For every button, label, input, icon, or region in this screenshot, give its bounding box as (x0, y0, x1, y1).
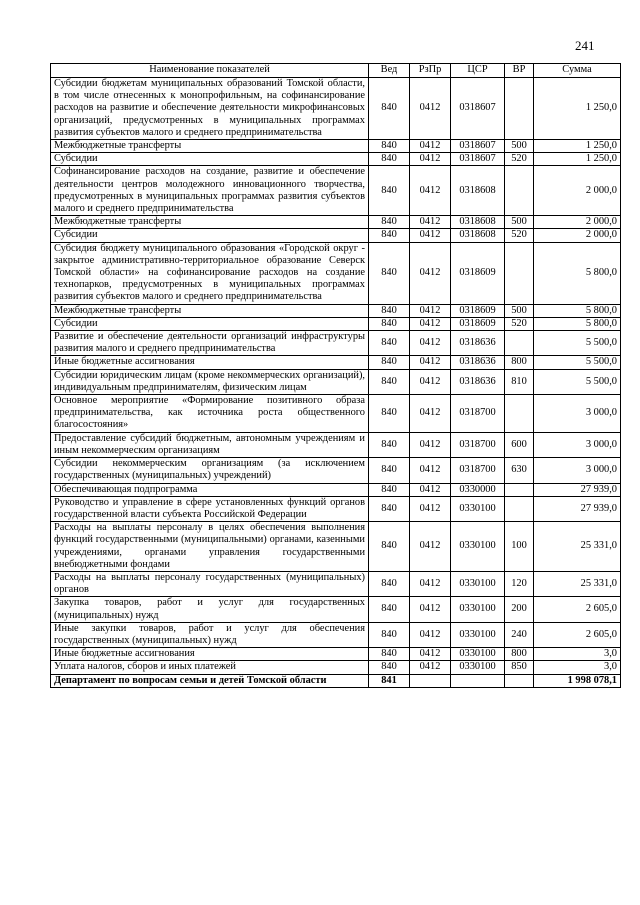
row-csr: 0318700 (451, 395, 505, 433)
row-name: Межбюджетные трансферты (51, 216, 369, 229)
row-ved: 840 (369, 483, 410, 496)
row-sum: 3 000,0 (534, 395, 621, 433)
row-name: Основное мероприятие «Формирование позитивного образа предпринимательства, как источника роста общественного благосостояния» (51, 395, 369, 433)
row-sum: 3,0 (534, 648, 621, 661)
row-sum: 2 000,0 (534, 229, 621, 242)
table-row (51, 674, 621, 687)
row-csr: 0318636 (451, 356, 505, 369)
row-rzpr: 0412 (410, 229, 451, 242)
row-rzpr: 0412 (410, 483, 451, 496)
row-rzpr: 0412 (410, 78, 451, 140)
row-ved: 840 (369, 304, 410, 317)
row-csr: 0318607 (451, 78, 505, 140)
table-row (51, 304, 621, 317)
row-vr: 200 (505, 597, 534, 622)
row-sum: 3,0 (534, 661, 621, 674)
row-rzpr: 0412 (410, 622, 451, 647)
row-csr: 0318608 (451, 166, 505, 216)
row-ved: 840 (369, 140, 410, 153)
row-name: Субсидии (51, 153, 369, 166)
row-csr: 0330000 (451, 483, 505, 496)
table-row (51, 522, 621, 572)
row-sum: 2 000,0 (534, 166, 621, 216)
row-ved: 840 (369, 395, 410, 433)
row-ved: 841 (369, 674, 410, 687)
row-csr: 0330100 (451, 661, 505, 674)
table-row (51, 153, 621, 166)
row-ved: 840 (369, 317, 410, 330)
row-csr: 0318609 (451, 304, 505, 317)
row-vr: 120 (505, 571, 534, 596)
row-csr: 0318609 (451, 242, 505, 304)
table-row (51, 496, 621, 521)
row-ved: 840 (369, 648, 410, 661)
row-ved: 840 (369, 522, 410, 572)
row-vr (505, 395, 534, 433)
table-row (51, 242, 621, 304)
row-csr: 0330100 (451, 571, 505, 596)
row-name: Руководство и управление в сфере установленных функций органов государственной власти субъекта Российской Федерации (51, 496, 369, 521)
row-csr: 0330100 (451, 522, 505, 572)
row-rzpr: 0412 (410, 317, 451, 330)
row-name: Расходы на выплаты персоналу государственных (муниципальных) органов (51, 571, 369, 596)
row-rzpr: 0412 (410, 571, 451, 596)
row-vr: 800 (505, 648, 534, 661)
row-vr: 500 (505, 140, 534, 153)
row-name: Иные закупки товаров, работ и услуг для обеспечения государственных (муниципальных) нужд (51, 622, 369, 647)
row-sum: 5 800,0 (534, 242, 621, 304)
table-row (51, 571, 621, 596)
row-vr: 630 (505, 458, 534, 483)
row-name: Обеспечивающая подпрограмма (51, 483, 369, 496)
row-vr: 520 (505, 317, 534, 330)
row-csr: 0318609 (451, 317, 505, 330)
row-rzpr: 0412 (410, 140, 451, 153)
table-row (51, 661, 621, 674)
row-ved: 840 (369, 78, 410, 140)
row-name: Развитие и обеспечение деятельности организаций инфраструктуры развития малого и среднего предпринимательства (51, 331, 369, 356)
row-rzpr: 0412 (410, 496, 451, 521)
row-rzpr: 0412 (410, 458, 451, 483)
row-ved: 840 (369, 369, 410, 394)
page-number: 241 (575, 38, 595, 53)
row-sum: 27 939,0 (534, 496, 621, 521)
table-row (51, 317, 621, 330)
row-ved: 840 (369, 597, 410, 622)
row-sum: 2 605,0 (534, 597, 621, 622)
row-csr (451, 674, 505, 687)
table-row (51, 229, 621, 242)
row-vr (505, 496, 534, 521)
row-csr: 0330100 (451, 648, 505, 661)
row-sum: 1 250,0 (534, 153, 621, 166)
row-sum: 2 605,0 (534, 622, 621, 647)
row-rzpr: 0412 (410, 166, 451, 216)
row-name: Субсидии (51, 229, 369, 242)
row-vr: 800 (505, 356, 534, 369)
row-rzpr: 0412 (410, 597, 451, 622)
row-ved: 840 (369, 496, 410, 521)
row-name: Субсидии некоммерческим организациям (за исключением государственных (муниципальных) учреждений) (51, 458, 369, 483)
table-row (51, 395, 621, 433)
row-ved: 840 (369, 622, 410, 647)
row-rzpr: 0412 (410, 648, 451, 661)
row-csr: 0318636 (451, 369, 505, 394)
row-vr: 520 (505, 153, 534, 166)
row-rzpr: 0412 (410, 331, 451, 356)
row-name: Расходы на выплаты персоналу в целях обеспечения выполнения функций государственными (муниципальными) органами, казенными учреждениями, органами управления государственными внебюджетными фондами (51, 522, 369, 572)
row-csr: 0330100 (451, 496, 505, 521)
row-vr: 500 (505, 304, 534, 317)
row-vr: 600 (505, 432, 534, 457)
row-rzpr (410, 674, 451, 687)
row-vr (505, 242, 534, 304)
table-row (51, 483, 621, 496)
row-sum: 1 998 078,1 (534, 674, 621, 687)
row-csr: 0318608 (451, 229, 505, 242)
row-vr (505, 674, 534, 687)
row-vr: 500 (505, 216, 534, 229)
row-vr: 520 (505, 229, 534, 242)
row-csr: 0318608 (451, 216, 505, 229)
row-csr: 0318700 (451, 432, 505, 457)
row-ved: 840 (369, 571, 410, 596)
header-name: Наименование показателей (51, 64, 369, 78)
row-ved: 840 (369, 229, 410, 242)
row-csr: 0330100 (451, 597, 505, 622)
table-row (51, 432, 621, 457)
row-sum: 5 800,0 (534, 317, 621, 330)
row-name: Уплата налогов, сборов и иных платежей (51, 661, 369, 674)
row-csr: 0318607 (451, 153, 505, 166)
row-sum: 3 000,0 (534, 458, 621, 483)
row-ved: 840 (369, 242, 410, 304)
row-sum: 1 250,0 (534, 78, 621, 140)
row-rzpr: 0412 (410, 432, 451, 457)
row-name: Иные бюджетные ассигнования (51, 356, 369, 369)
table-row (51, 331, 621, 356)
row-sum: 5 500,0 (534, 356, 621, 369)
row-ved: 840 (369, 166, 410, 216)
row-rzpr: 0412 (410, 369, 451, 394)
table-header-row (51, 64, 621, 78)
row-rzpr: 0412 (410, 304, 451, 317)
row-ved: 840 (369, 458, 410, 483)
row-rzpr: 0412 (410, 395, 451, 433)
row-ved: 840 (369, 153, 410, 166)
row-rzpr: 0412 (410, 242, 451, 304)
budget-table (50, 63, 621, 688)
row-sum: 2 000,0 (534, 216, 621, 229)
row-ved: 840 (369, 661, 410, 674)
table-row (51, 140, 621, 153)
table-row (51, 648, 621, 661)
row-csr: 0330100 (451, 622, 505, 647)
header-csr: ЦСР (451, 64, 505, 78)
table-row (51, 166, 621, 216)
table-row (51, 216, 621, 229)
row-vr (505, 331, 534, 356)
header-sum: Сумма (534, 64, 621, 78)
row-rzpr: 0412 (410, 661, 451, 674)
row-rzpr: 0412 (410, 153, 451, 166)
row-name: Департамент по вопросам семьи и детей Томской области (51, 674, 369, 687)
table-row (51, 356, 621, 369)
row-sum: 5 500,0 (534, 369, 621, 394)
header-rzpr: РзПр (410, 64, 451, 78)
row-vr (505, 78, 534, 140)
row-ved: 840 (369, 216, 410, 229)
row-ved: 840 (369, 356, 410, 369)
row-csr: 0318700 (451, 458, 505, 483)
table-row (51, 369, 621, 394)
row-name: Субсидия бюджету муниципального образования «Городской округ - закрытое административно-территориальное образование Северск Томской области» на софинансирование расходов на создание технопарков, предусмотренных в муниципальных программах развития субъектов малого и среднего предпринимательства (51, 242, 369, 304)
row-rzpr: 0412 (410, 356, 451, 369)
row-rzpr: 0412 (410, 522, 451, 572)
row-rzpr: 0412 (410, 216, 451, 229)
header-vr: ВР (505, 64, 534, 78)
table-row (51, 78, 621, 140)
row-sum: 1 250,0 (534, 140, 621, 153)
row-name: Субсидии (51, 317, 369, 330)
row-sum: 27 939,0 (534, 483, 621, 496)
row-csr: 0318636 (451, 331, 505, 356)
table-row (51, 458, 621, 483)
row-vr (505, 166, 534, 216)
row-vr: 100 (505, 522, 534, 572)
row-name: Межбюджетные трансферты (51, 304, 369, 317)
row-vr: 850 (505, 661, 534, 674)
row-name: Иные бюджетные ассигнования (51, 648, 369, 661)
header-ved: Вед (369, 64, 410, 78)
row-vr: 810 (505, 369, 534, 394)
row-ved: 840 (369, 331, 410, 356)
row-name: Закупка товаров, работ и услуг для государственных (муниципальных) нужд (51, 597, 369, 622)
row-name: Софинансирование расходов на создание, развитие и обеспечение деятельности центров молодежного инновационного творчества, предусмотренных в муниципальных программах развития субъектов малого и среднего предпринимательства (51, 166, 369, 216)
table-row (51, 597, 621, 622)
row-sum: 3 000,0 (534, 432, 621, 457)
row-vr: 240 (505, 622, 534, 647)
row-sum: 5 500,0 (534, 331, 621, 356)
table-row (51, 622, 621, 647)
row-sum: 25 331,0 (534, 571, 621, 596)
row-sum: 25 331,0 (534, 522, 621, 572)
row-name: Субсидии юридическим лицам (кроме некоммерческих организаций), индивидуальным предпринимателям, физическим лицам (51, 369, 369, 394)
row-sum: 5 800,0 (534, 304, 621, 317)
row-name: Межбюджетные трансферты (51, 140, 369, 153)
row-name: Субсидии бюджетам муниципальных образований Томской области, в том числе отнесенных к монопрофильным, на софинансирование расходов на развитие и обеспечение деятельности микрофинансовых организаций, предусмотренных в муниципальных программах развития субъектов малого и среднего предпринимательства (51, 78, 369, 140)
row-csr: 0318607 (451, 140, 505, 153)
row-vr (505, 483, 534, 496)
row-ved: 840 (369, 432, 410, 457)
row-name: Предоставление субсидий бюджетным, автономным учреждениям и иным некоммерческим организациям (51, 432, 369, 457)
